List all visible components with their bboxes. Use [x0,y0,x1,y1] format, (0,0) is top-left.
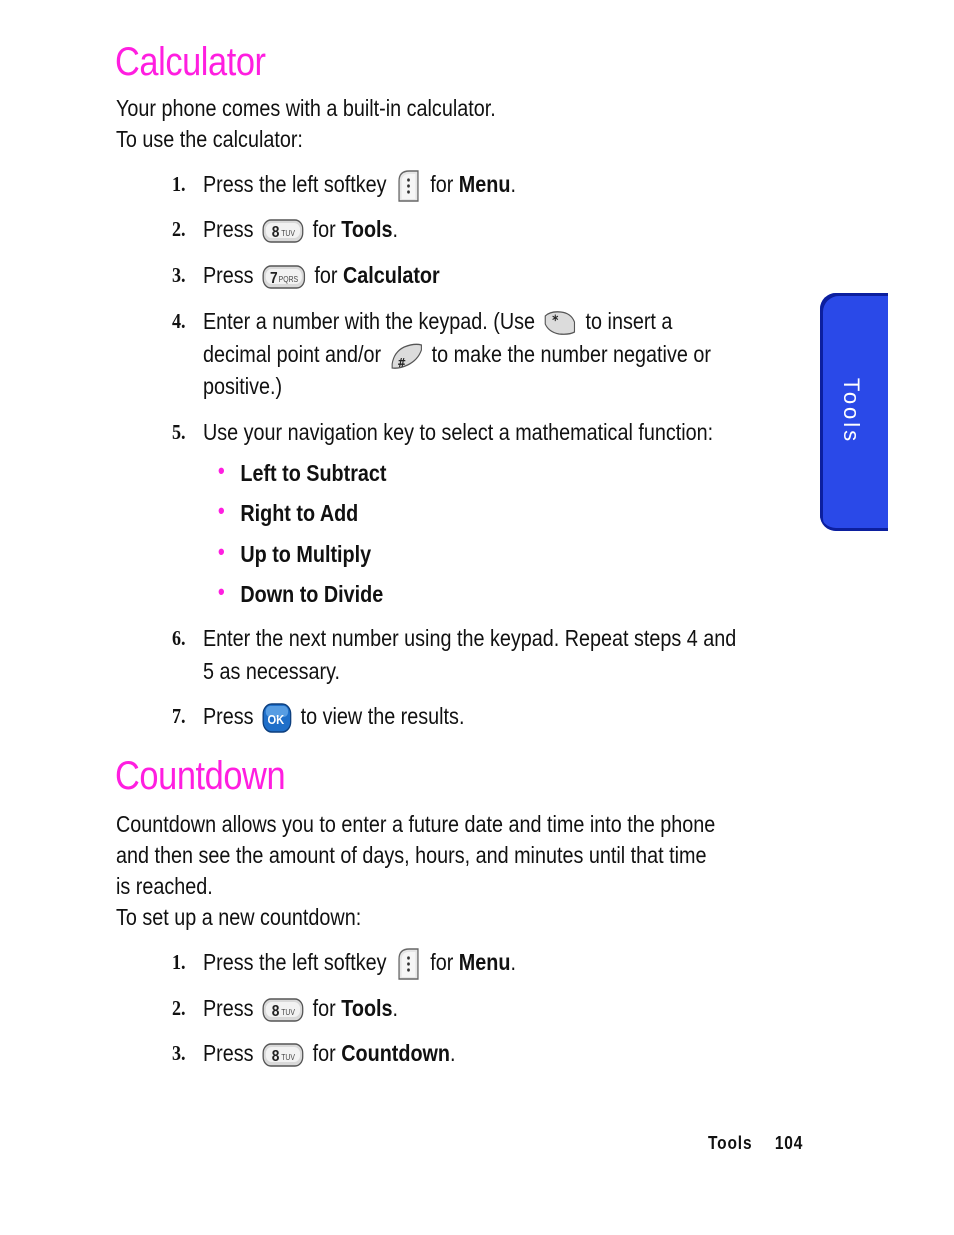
step-text: decimal point and/or [202,341,382,367]
bullet-icon: • [218,539,225,564]
bullet-label: Down to Divide [240,581,384,607]
step-text: Press [202,216,254,242]
svg-text:OK: OK [267,712,285,728]
intro-line-1: Your phone comes with a built-in calculator. [116,95,496,121]
step-text: Press [202,1040,254,1066]
step-text: Press [202,262,254,288]
countdown-heading: Countdown [115,754,286,798]
key-8-icon [262,1043,303,1067]
step-text: Press [202,995,254,1021]
calculator-heading: Calculator [115,40,266,84]
countdown-intro [116,809,715,933]
step-text: positive.) [202,373,283,399]
step-punct: . [392,995,399,1021]
section-side-tab [820,293,888,531]
page-number: 104 [774,1133,804,1153]
step-number: 4. [172,309,186,333]
svg-text:8: 8 [271,1046,280,1066]
left-softkey-icon [395,169,421,203]
ok-key-icon [262,703,291,733]
step-number: 2. [172,217,186,241]
step-number: 3. [172,1041,186,1065]
step-text: Press the left softkey [202,949,387,975]
side-tab-label: Tools [839,377,864,445]
bullet-icon: • [218,458,225,483]
svg-text:*: * [552,313,559,330]
svg-text:8: 8 [271,222,280,242]
step-punct: . [510,171,516,197]
step-number: 6. [172,626,186,650]
svg-text:PQRS: PQRS [278,274,299,285]
tools-label: Tools [341,216,393,242]
pound-key-icon [390,342,423,370]
step-text: 5 as necessary. [202,658,341,684]
step-punct: . [450,1040,456,1066]
svg-text:TUV: TUV [281,1007,296,1018]
step-number: 5. [172,420,186,444]
step-text: to view the results. [300,703,465,729]
bullet-label: Up to Multiply [240,541,372,567]
bullet-label: Right to Add [240,500,359,526]
step-text: Press [202,703,254,729]
step-text: Enter a number with the keypad. (Use [202,308,536,334]
step-punct: . [392,216,399,242]
step-text: for [312,995,336,1021]
svg-text:7: 7 [270,268,278,288]
step-text: Use your navigation key to select a mathematical function: [202,419,714,445]
menu-label: Menu [458,949,511,975]
step-number: 1. [172,950,186,974]
step-text: Press the left softkey [202,171,387,197]
menu-label: Menu [458,171,511,197]
countdown-label: Countdown [341,1040,451,1066]
intro-line-2: To use the calculator: [116,126,303,152]
bullet-icon: • [218,579,225,604]
key-8-icon [262,219,303,243]
para-line: and then see the amount of days, hours, and minutes until that time [116,842,707,868]
para-line: To set up a new countdown: [116,904,362,930]
step-punct: . [510,949,516,975]
star-key-icon [544,310,577,336]
bullet-label: Left to Subtract [240,460,387,486]
footer-section: Tools [708,1133,753,1153]
key-8-icon [262,998,303,1022]
step-text: for [430,171,454,197]
svg-text:#: # [396,356,406,370]
tools-label: Tools [341,995,393,1021]
step-text: for [430,949,454,975]
calculator-intro [116,93,496,155]
step-text: for [312,216,336,242]
step-number: 1. [172,172,186,196]
step-text: to make the number negative or [431,341,711,367]
step-text: to insert a [585,308,673,334]
svg-text:TUV: TUV [281,228,296,239]
step-number: 2. [172,996,186,1020]
step-text: for [312,1040,336,1066]
svg-text:TUV: TUV [281,1052,296,1063]
para-line: Countdown allows you to enter a future date and time into the phone [116,811,716,837]
step-number: 3. [172,263,186,287]
key-7-icon [262,265,305,289]
calculator-label: Calculator [342,262,440,288]
step-number: 7. [172,704,186,728]
left-softkey-icon [395,947,421,981]
page-footer [708,1133,803,1154]
bullet-icon: • [218,498,225,523]
para-line: is reached. [116,873,213,899]
svg-text:8: 8 [271,1001,280,1021]
step-text: Enter the next number using the keypad. Repeat steps 4 and [202,625,737,651]
step-text: for [314,262,338,288]
